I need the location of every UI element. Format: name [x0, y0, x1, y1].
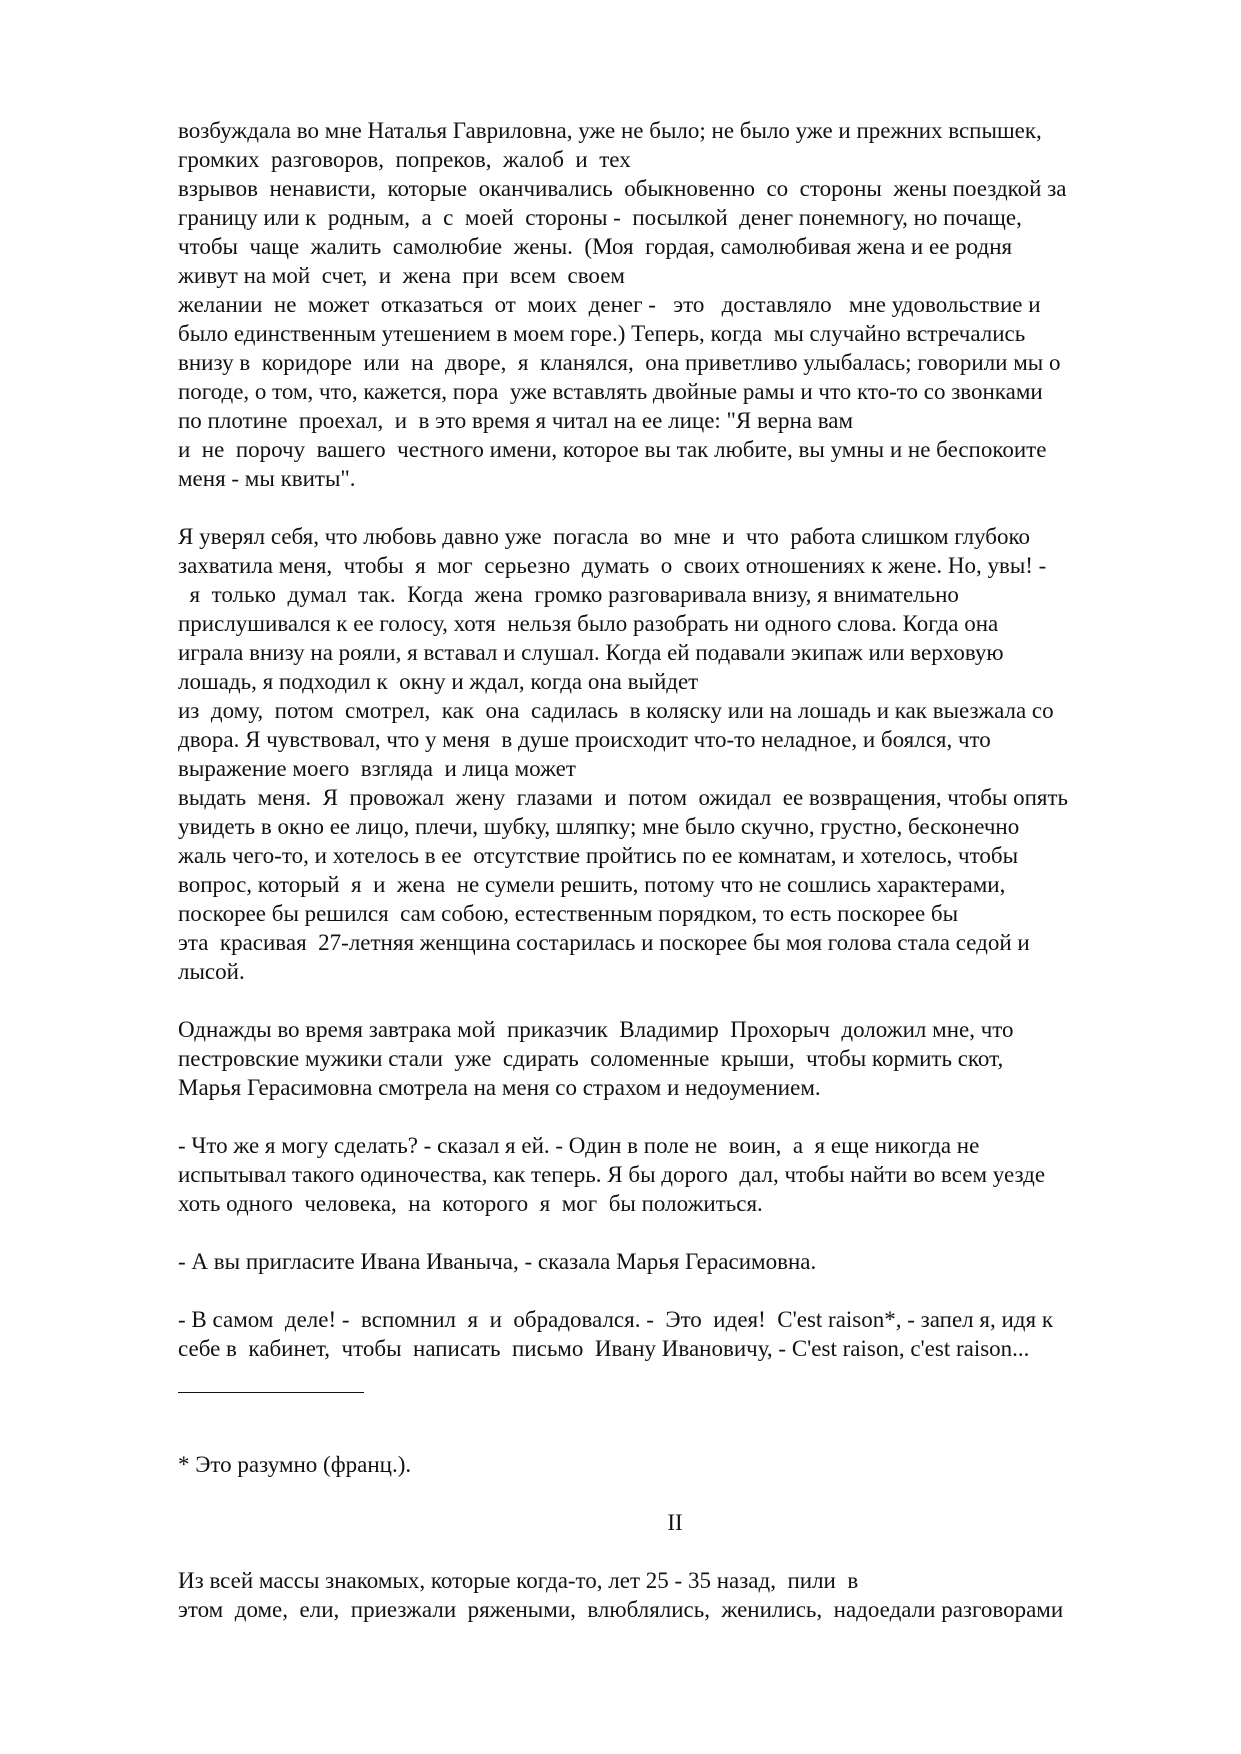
text-line: внизу в коридоре или на дворе, я кланялся, она приветливо улыбалась; говорили мы о: [178, 350, 1061, 375]
text-line: прислушивался к ее голосу, хотя нельзя было разобрать ни одного слова. Когда она: [178, 611, 999, 636]
text-line: погоде, о том, что, кажется, пора уже вставлять двойные рамы и что кто-то со звонками: [178, 379, 1043, 404]
text-line: пестровские мужики стали уже сдирать соломенные крыши, чтобы кормить скот,: [178, 1046, 1004, 1071]
text-line: - А вы пригласите Ивана Иваныча, - сказала Марья Герасимовна.: [178, 1249, 817, 1274]
text-line: Из всей массы знакомых, которые когда-то, лет 25 - 35 назад, пили в: [178, 1568, 859, 1593]
paragraph: [178, 1247, 1158, 1276]
text-line: живут на мой счет, и жена при всем своем: [178, 263, 625, 288]
text-line: этом доме, ели, приезжали ряжеными, влюблялись, женились, надоедали разговорами: [178, 1597, 1064, 1622]
footnote-separator: [178, 1392, 1158, 1421]
text-line: играла внизу на рояли, я вставал и слушал. Когда ей подавали экипаж или верховую: [178, 640, 1004, 665]
text-line: и не порочу вашего честного имени, которое вы так любите, вы умны и не беспокоите: [178, 437, 1047, 462]
text-line: поскорее бы решился сам собою, естественным порядком, то есть поскорее бы: [178, 901, 959, 926]
text-line: захватила меня, чтобы я мог серьезно думать о своих отношениях к жене. Но, увы! -: [178, 553, 1047, 578]
text-line: увидеть в окно ее лицо, плечи, шубку, шляпку; мне было скучно, грустно, бесконечно: [178, 814, 1020, 839]
text-line: возбуждала во мне Наталья Гавриловна, уже не было; не было уже и прежних вспышек,: [178, 118, 1042, 143]
text-line: вопрос, который я и жена не сумели решить, потому что не сошлись характерами,: [178, 872, 1006, 897]
text-line: по плотине проехал, и в это время я читал на ее лице: "Я верна вам: [178, 408, 854, 433]
paragraph: [178, 116, 1158, 493]
text-line: себе в кабинет, чтобы написать письмо Ивану Ивановичу, - C'est raison, c'est raison...: [178, 1336, 1030, 1361]
text-line: громких разговоров, попреков, жалоб и тех: [178, 147, 631, 172]
text-line: - Что же я могу сделать? - сказал я ей. - Один в поле не воин, а я еще никогда не: [178, 1133, 980, 1158]
text-line: чтобы чаще жалить самолюбие жены. (Моя гордая, самолюбивая жена и ее родня: [178, 234, 1013, 259]
text-line: эта красивая 27-летняя женщина состарилась и поскорее бы моя голова стала седой и: [178, 930, 1030, 955]
chapter-heading: II: [667, 1510, 683, 1535]
text-line: выдать меня. Я провожал жену глазами и потом ожидал ее возвращения, чтобы опять: [178, 785, 1069, 810]
text-line: Марья Герасимовна смотрела на меня со страхом и недоумением.: [178, 1075, 821, 1100]
paragraph: [178, 1131, 1158, 1218]
text-line: лошадь, я подходил к окну и ждал, когда она выйдет: [178, 669, 699, 694]
text-line: границу или к родным, а с моей стороны - посылкой денег понемногу, но почаще,: [178, 205, 1022, 230]
text-line: было единственным утешением в моем горе.) Теперь, когда мы случайно встречались: [178, 321, 1026, 346]
paragraph: [178, 1015, 1158, 1102]
paragraph: [178, 1566, 1158, 1624]
text-line: Однажды во время завтрака мой приказчик Владимир Прохорыч доложил мне, что: [178, 1017, 1014, 1042]
text-line: желании не может отказаться от моих денег - это доставляло мне удовольствие и: [178, 292, 1041, 317]
footnote-text: * Это разумно (франц.).: [178, 1452, 412, 1477]
text-line: меня - мы квиты".: [178, 466, 356, 491]
text-line: лысой.: [178, 959, 245, 984]
text-line: из дому, потом смотрел, как она садилась в коляску или на лошадь и как выезжала со: [178, 698, 1054, 723]
footnote: [178, 1450, 1158, 1479]
text-line: - В самом деле! - вспомнил я и обрадовался. - Это идея! C'est raison*, - запел я, идя к: [178, 1307, 1053, 1332]
text-line: жаль чего-то, и хотелось в ее отсутствие пройтись по ее комнатам, и хотелось, чтобы: [178, 843, 1019, 868]
text-line: я только думал так. Когда жена громко разговаривала внизу, я внимательно: [178, 582, 959, 607]
text-line: испытывал такого одиночества, как теперь. Я бы дорого дал, чтобы найти во всем уезде: [178, 1162, 1046, 1187]
paragraph: [178, 1305, 1158, 1363]
text-line: выражение моего взгляда и лица может: [178, 756, 576, 781]
page-text: [178, 116, 1158, 1624]
text-line: двора. Я чувствовал, что у меня в душе происходит что-то неладное, и боялся, что: [178, 727, 991, 752]
text-line: взрывов ненависти, которые оканчивались обыкновенно со стороны жены поездкой за: [178, 176, 1067, 201]
text-line: хоть одного человека, на которого я мог бы положиться.: [178, 1191, 763, 1216]
paragraph: [178, 522, 1158, 986]
footnote-rule: [178, 1392, 364, 1393]
text-line: Я уверял себя, что любовь давно уже погасла во мне и что работа слишком глубоко: [178, 524, 1030, 549]
